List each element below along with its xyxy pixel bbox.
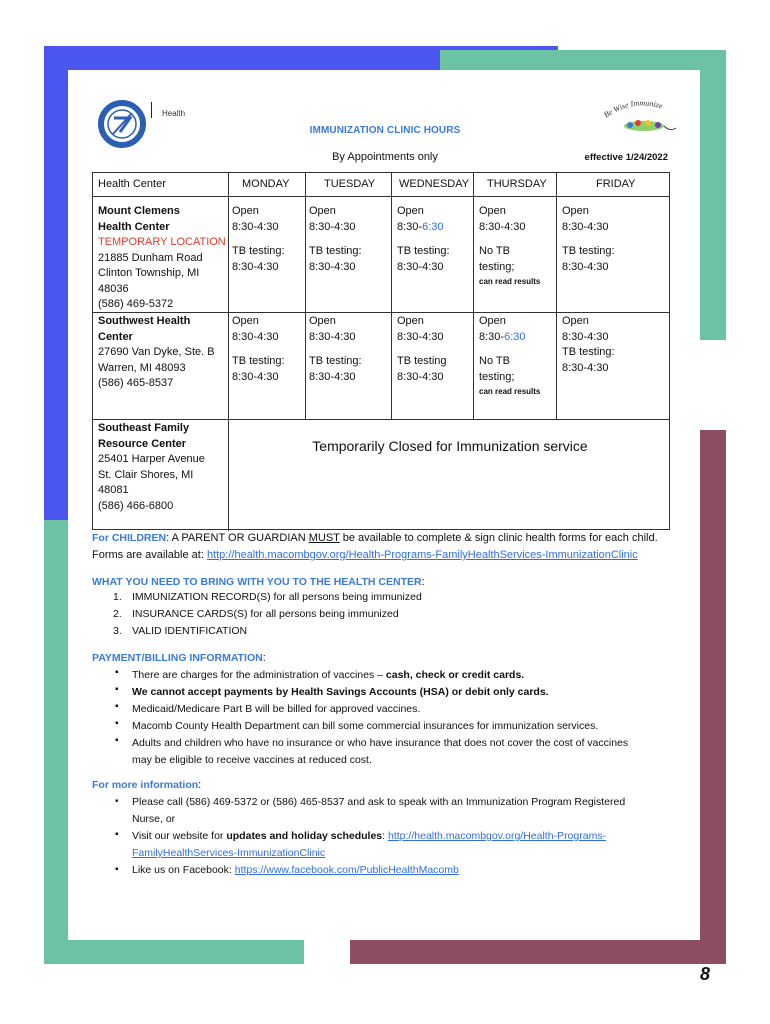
table-divider bbox=[93, 196, 669, 197]
list-number: 1. bbox=[113, 591, 122, 603]
open-label: Open bbox=[479, 205, 506, 217]
forms-text: Forms are available at: bbox=[92, 549, 207, 561]
more-info-item bbox=[132, 862, 459, 879]
payment-list-item: We cannot accept payments by Health Savings Accounts (HSA) or debit only cards. bbox=[132, 686, 549, 698]
tb-testing-label: TB testing: bbox=[397, 245, 450, 257]
open-hours: 8:30-4:30 bbox=[232, 220, 279, 233]
center-address-line: St. Clair Shores, MI bbox=[98, 468, 194, 481]
column-header: WEDNESDAY bbox=[399, 178, 470, 190]
no-tb-label: testing; bbox=[479, 260, 515, 273]
center-address-line: 48036 bbox=[98, 282, 129, 295]
payment-list-item: Macomb County Health Department can bill some commercial insurances for immunization services. bbox=[132, 720, 599, 732]
no-tb-label: testing; bbox=[479, 370, 515, 383]
schedule-cell bbox=[232, 314, 285, 385]
schedule-cell bbox=[309, 314, 362, 385]
forms-availability bbox=[92, 547, 638, 564]
bullet-icon: ▪ bbox=[115, 864, 119, 875]
can-read-results-note: can read results bbox=[479, 387, 541, 396]
open-label: Open bbox=[232, 205, 259, 217]
website-text: Visit our website for bbox=[132, 830, 227, 842]
facebook-text: Like us on Facebook: bbox=[132, 864, 235, 876]
center-address-line: Clinton Township, MI bbox=[98, 267, 200, 279]
clinic-hours-table bbox=[92, 172, 670, 530]
page-number: 8 bbox=[700, 964, 711, 984]
payment-list-item: Adults and children who have no insurance or who have insurance that does not cover the cost of vaccines bbox=[132, 737, 629, 749]
column-header: Health Center bbox=[98, 178, 166, 190]
can-read-results-note: can read results bbox=[479, 277, 541, 286]
tb-testing-hours: 8:30-4:30 bbox=[309, 370, 356, 383]
column-header: TUESDAY bbox=[324, 178, 376, 190]
open-hours: 8:30-4:30 bbox=[309, 330, 356, 343]
tb-testing-hours: 8:30-4:30 bbox=[232, 370, 279, 383]
table-divider bbox=[93, 419, 669, 420]
hours-start: 8:30- bbox=[479, 330, 505, 343]
bullet-icon: ▪ bbox=[115, 701, 119, 712]
tb-testing-hours: 8:30-4:30 bbox=[397, 260, 444, 273]
list-number: 3. bbox=[113, 625, 122, 637]
center-address-line: Warren, MI 48093 bbox=[98, 361, 186, 374]
open-label: Open bbox=[397, 315, 424, 327]
tb-testing-label: TB testing: bbox=[309, 245, 362, 257]
schedule-cell bbox=[562, 314, 615, 376]
bullet-icon: ▪ bbox=[115, 735, 119, 746]
table-divider bbox=[305, 173, 306, 419]
payment-list-item-continued: may be eligible to receive vaccines at reduced cost. bbox=[132, 754, 372, 766]
health-center-cell bbox=[98, 314, 226, 392]
schedule-cell bbox=[309, 204, 362, 275]
effective-date: effective 1/24/2022 bbox=[584, 152, 668, 163]
health-center-cell bbox=[98, 204, 226, 313]
bring-list-item: VALID IDENTIFICATION bbox=[132, 625, 248, 637]
payment-list-item bbox=[132, 667, 524, 684]
open-label: Open bbox=[309, 315, 336, 327]
must-emphasis: MUST bbox=[308, 532, 340, 544]
bullet-icon: ▪ bbox=[115, 829, 119, 840]
schedule-cell bbox=[232, 204, 285, 275]
svg-text:Be Wise Immunize: Be Wise Immunize bbox=[602, 98, 664, 120]
schedule-cell bbox=[479, 314, 540, 398]
tb-testing-label: TB testing bbox=[397, 355, 447, 367]
center-name: Resource Center bbox=[98, 437, 187, 450]
open-label: Open bbox=[562, 205, 589, 217]
center-address-line: 48081 bbox=[98, 484, 129, 496]
schedule-cell bbox=[562, 204, 615, 275]
bring-list-item: IMMUNIZATION RECORD(S) for all persons being immunized bbox=[132, 591, 422, 603]
no-tb-label: No TB bbox=[479, 355, 510, 367]
children-text: : A PARENT OR GUARDIAN bbox=[166, 532, 309, 544]
health-center-cell bbox=[98, 421, 226, 514]
website-colon: : bbox=[382, 830, 388, 842]
center-name: Southwest Health bbox=[98, 315, 191, 327]
health-department-wordmark: Health bbox=[162, 109, 186, 118]
open-hours: 8:30-4:30 bbox=[562, 220, 609, 233]
open-hours: 8:30-4:30 bbox=[562, 330, 609, 343]
open-hours: 8:30-4:30 bbox=[232, 330, 279, 343]
payment-section-heading: PAYMENT/BILLING INFORMATION: bbox=[92, 652, 266, 664]
open-hours bbox=[397, 220, 450, 236]
payment-text: There are charges for the administration of vaccines – bbox=[132, 669, 386, 681]
bullet-icon: • bbox=[115, 796, 119, 807]
page-subtitle: By Appointments only bbox=[332, 151, 438, 163]
more-info-heading-text: For more information bbox=[92, 779, 199, 791]
center-name: Southeast Family bbox=[98, 422, 190, 434]
table-divider bbox=[473, 173, 474, 419]
center-phone: (586) 465-8537 bbox=[98, 377, 174, 389]
no-tb-label: No TB bbox=[479, 245, 510, 257]
closed-status: Temporarily Closed for Immunization service bbox=[312, 438, 588, 454]
website-link[interactable]: http://health.macombgov.org/Health-Programs- bbox=[388, 830, 607, 842]
tb-testing-hours: 8:30-4:30 bbox=[309, 260, 356, 273]
hours-start: 8:30- bbox=[397, 220, 423, 233]
payment-methods: cash, check or credit cards. bbox=[385, 669, 525, 681]
open-label: Open bbox=[562, 315, 589, 327]
center-name: Center bbox=[98, 330, 133, 343]
children-text: be available to complete & sign clinic health forms for each child. bbox=[339, 532, 658, 544]
tb-testing-hours: 8:30-4:30 bbox=[562, 361, 609, 374]
table-divider bbox=[391, 173, 392, 419]
extended-hours-end: 6:30 bbox=[422, 220, 444, 233]
column-header: FRIDAY bbox=[596, 178, 636, 190]
tb-testing-label: TB testing: bbox=[309, 355, 362, 367]
extended-hours-end: 6:30 bbox=[504, 330, 526, 343]
tb-testing-label: TB testing: bbox=[232, 355, 285, 367]
table-divider bbox=[228, 173, 229, 531]
schedule-cell bbox=[397, 314, 447, 385]
bring-heading-text: WHAT YOU NEED TO BRING WITH YOU TO THE HEALTH CENTER bbox=[92, 576, 422, 588]
logo-divider bbox=[151, 102, 152, 118]
table-divider bbox=[556, 173, 557, 419]
page-title: IMMUNIZATION CLINIC HOURS bbox=[309, 125, 461, 136]
center-phone: (586) 469-5372 bbox=[98, 298, 174, 310]
temporary-location-note: TEMPORARY LOCATION bbox=[98, 236, 226, 248]
tb-testing-label: TB testing: bbox=[562, 245, 615, 257]
column-header: THURSDAY bbox=[487, 178, 547, 190]
center-name: Health Center bbox=[98, 220, 170, 233]
open-label: Open bbox=[479, 315, 506, 327]
more-info-item-continued: Nurse, or bbox=[132, 813, 176, 825]
tb-testing-label: TB testing: bbox=[232, 245, 285, 257]
open-label: Open bbox=[309, 205, 336, 217]
macomb-county-seal-logo bbox=[96, 100, 148, 148]
more-info-item: Please call (586) 469-5372 or (586) 465-8537 and ask to speak with an Immunization Program Registered bbox=[132, 796, 626, 808]
schedule-cell bbox=[479, 204, 540, 288]
center-address-line: 21885 Dunham Road bbox=[98, 251, 203, 264]
tb-testing-hours: 8:30-4:30 bbox=[562, 260, 609, 273]
center-address-line: 25401 Harper Avenue bbox=[98, 453, 205, 465]
payment-list-item: Medicaid/Medicare Part B will be billed for approved vaccines. bbox=[132, 703, 421, 715]
bring-section-heading: WHAT YOU NEED TO BRING WITH YOU TO THE HEALTH CENTER: bbox=[92, 576, 425, 588]
immunization-clinic-link[interactable]: http://health.macombgov.org/Health-Programs-FamilyHealthServices-ImmunizationClinic bbox=[206, 549, 638, 561]
more-info-item bbox=[132, 828, 606, 845]
tb-testing-hours: 8:30-4:30 bbox=[397, 370, 444, 383]
bullet-icon: ▪ bbox=[115, 684, 119, 695]
website-emphasis: updates and holiday schedules bbox=[226, 830, 383, 842]
open-hours: 8:30-4:30 bbox=[397, 330, 444, 343]
open-hours: 8:30-4:30 bbox=[479, 220, 526, 233]
center-phone: (586) 466-6800 bbox=[98, 499, 174, 512]
bring-list-item: INSURANCE CARDS(S) for all persons being immunized bbox=[132, 608, 399, 620]
more-info-item-continued bbox=[132, 845, 325, 862]
list-number: 2. bbox=[113, 608, 122, 620]
center-address-line: 27690 Van Dyke, Ste. B bbox=[98, 346, 215, 358]
children-label: For CHILDREN bbox=[92, 532, 167, 544]
more-info-heading: For more information: bbox=[92, 779, 202, 791]
children-notice bbox=[92, 530, 658, 547]
column-header: MONDAY bbox=[242, 178, 290, 190]
bullet-icon: ▪ bbox=[115, 718, 119, 729]
center-name: Mount Clemens bbox=[98, 205, 180, 217]
website-link-continued[interactable]: FamilyHealthServices-ImmunizationClinic bbox=[132, 847, 326, 859]
facebook-link[interactable]: https://www.facebook.com/PublicHealthMacomb bbox=[234, 864, 459, 876]
tb-testing-label: TB testing: bbox=[562, 346, 615, 358]
payment-heading-text: PAYMENT/BILLING INFORMATION bbox=[92, 652, 263, 664]
open-hours bbox=[479, 330, 540, 346]
open-label: Open bbox=[232, 315, 259, 327]
open-label: Open bbox=[397, 205, 424, 217]
bullet-icon: ▪ bbox=[115, 667, 119, 678]
open-hours: 8:30-4:30 bbox=[309, 220, 356, 233]
schedule-cell bbox=[397, 204, 450, 275]
tb-testing-hours: 8:30-4:30 bbox=[232, 260, 279, 273]
